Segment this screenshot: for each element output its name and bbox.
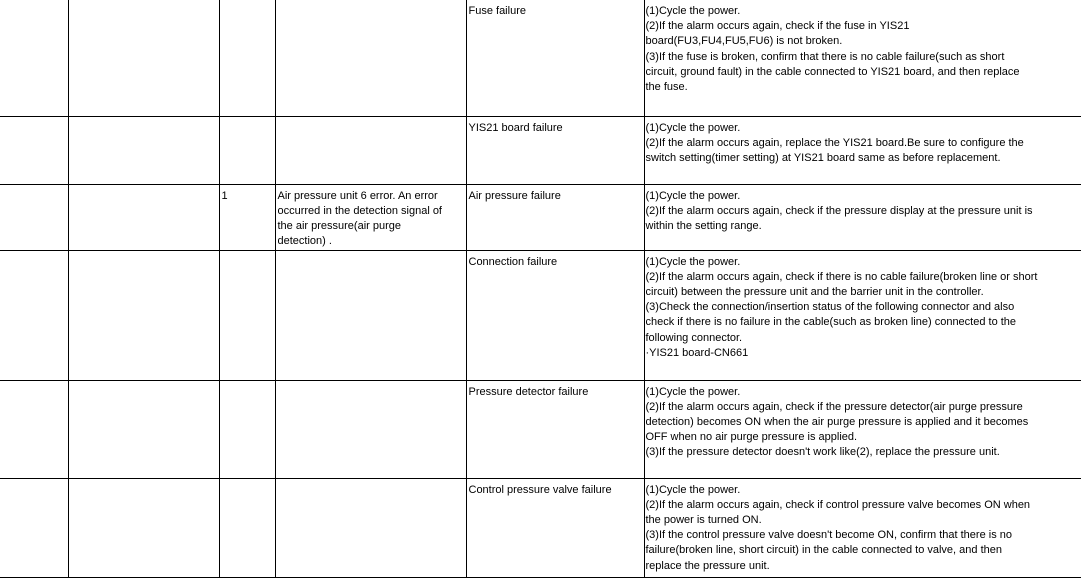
action-line: (1)Cycle the power. (645, 255, 741, 268)
cause-cell: Connection failure (466, 250, 644, 380)
action-line: (1)Cycle the power. (645, 121, 741, 134)
action-cell (644, 0, 1081, 116)
action-line: (3)If the pressure detector doesn't work like(2), replace the pressure unit. (645, 446, 1000, 459)
alarm-number-cell (219, 478, 275, 577)
alarm-number-cell (219, 250, 275, 380)
action-line: the power is turned ON. (645, 513, 762, 526)
blank-cell (68, 116, 219, 184)
alarm-description-cell (275, 116, 466, 184)
action-line: the fuse. (645, 81, 688, 94)
action-line: check if there is no failure in the cable(such as broken line) connected to the (645, 316, 1017, 329)
action-line: ·YIS21 board-CN661 (645, 346, 749, 359)
description-line: detection) . (277, 235, 332, 248)
blank-cell (0, 380, 68, 478)
table-row (0, 478, 1081, 577)
description-line: the air pressure(air purge (277, 219, 402, 232)
blank-cell (68, 478, 219, 577)
alarm-number-cell (219, 0, 275, 116)
action-line: (1)Cycle the power. (645, 189, 741, 202)
action-line: (3)If the control pressure valve doesn't become ON, confirm that there is no (645, 529, 1012, 542)
alarm-number-cell (219, 380, 275, 478)
blank-cell (68, 380, 219, 478)
action-line: switch setting(timer setting) at YIS21 board same as before replacement. (645, 151, 1001, 164)
table-row (0, 0, 1081, 116)
action-line: (1)Cycle the power. (645, 5, 741, 17)
table-row (0, 250, 1081, 380)
action-line: (2)If the alarm occurs again, check if the pressure display at the pressure unit is (645, 204, 1033, 217)
alarm-description-cell (275, 184, 466, 250)
alarm-number-cell: 1 (219, 184, 275, 250)
action-line: failure(broken line, short circuit) in the cable connected to valve, and then (645, 544, 1002, 557)
description-line: Air pressure unit 6 error. An error (277, 189, 438, 202)
action-line: within the setting range. (645, 219, 762, 232)
action-cell (644, 478, 1081, 577)
cause-cell: YIS21 board failure (466, 116, 644, 184)
action-line: detection) becomes ON when the air purge pressure is applied and it becomes (645, 415, 1029, 428)
alarm-description-cell (275, 478, 466, 577)
alarm-description-cell (275, 380, 466, 478)
action-line: (2)If the alarm occurs again, check if the fuse in YIS21 (645, 20, 910, 33)
blank-cell (68, 0, 219, 116)
blank-cell (68, 184, 219, 250)
action-line: replace the pressure unit. (645, 559, 770, 572)
action-line: (3)If the fuse is broken, confirm that there is no cable failure(such as short (645, 50, 1005, 63)
blank-cell (0, 0, 68, 116)
table-row (0, 116, 1081, 184)
cause-cell: Control pressure valve failure (466, 478, 644, 577)
action-line: circuit, ground fault) in the cable connected to YIS21 board, and then replace (645, 65, 1020, 78)
blank-cell (0, 478, 68, 577)
action-line: (2)If the alarm occurs again, check if the pressure detector(air purge pressure (645, 400, 1023, 413)
action-line: (1)Cycle the power. (645, 483, 741, 496)
action-line: (1)Cycle the power. (645, 385, 741, 398)
action-cell (644, 184, 1081, 250)
alarm-number-cell (219, 116, 275, 184)
action-cell (644, 116, 1081, 184)
action-line: circuit) between the pressure unit and the barrier unit in the controller. (645, 285, 984, 298)
action-line: OFF when no air purge pressure is applied. (645, 431, 858, 444)
blank-cell (0, 116, 68, 184)
alarm-description-cell (275, 250, 466, 380)
action-cell (644, 380, 1081, 478)
action-line: (2)If the alarm occurs again, check if control pressure valve becomes ON when (645, 498, 1031, 511)
table-row (0, 184, 1081, 250)
blank-cell (68, 250, 219, 380)
cause-cell: Fuse failure (466, 0, 644, 116)
action-line: (2)If the alarm occurs again, check if there is no cable failure(broken line or short (645, 270, 1038, 283)
cause-cell: Pressure detector failure (466, 380, 644, 478)
action-line: following connector. (645, 331, 743, 344)
description-line: occurred in the detection signal of (277, 204, 442, 217)
blank-cell (0, 250, 68, 380)
cause-cell: Air pressure failure (466, 184, 644, 250)
alarm-description-cell (275, 0, 466, 116)
table-row (0, 380, 1081, 478)
action-cell (644, 250, 1081, 380)
action-line: (2)If the alarm occurs again, replace the YIS21 board.Be sure to configure the (645, 136, 1024, 149)
action-line: board(FU3,FU4,FU5,FU6) is not broken. (645, 35, 843, 48)
action-line: (3)Check the connection/insertion status of the following connector and also (645, 301, 1015, 314)
blank-cell (0, 184, 68, 250)
